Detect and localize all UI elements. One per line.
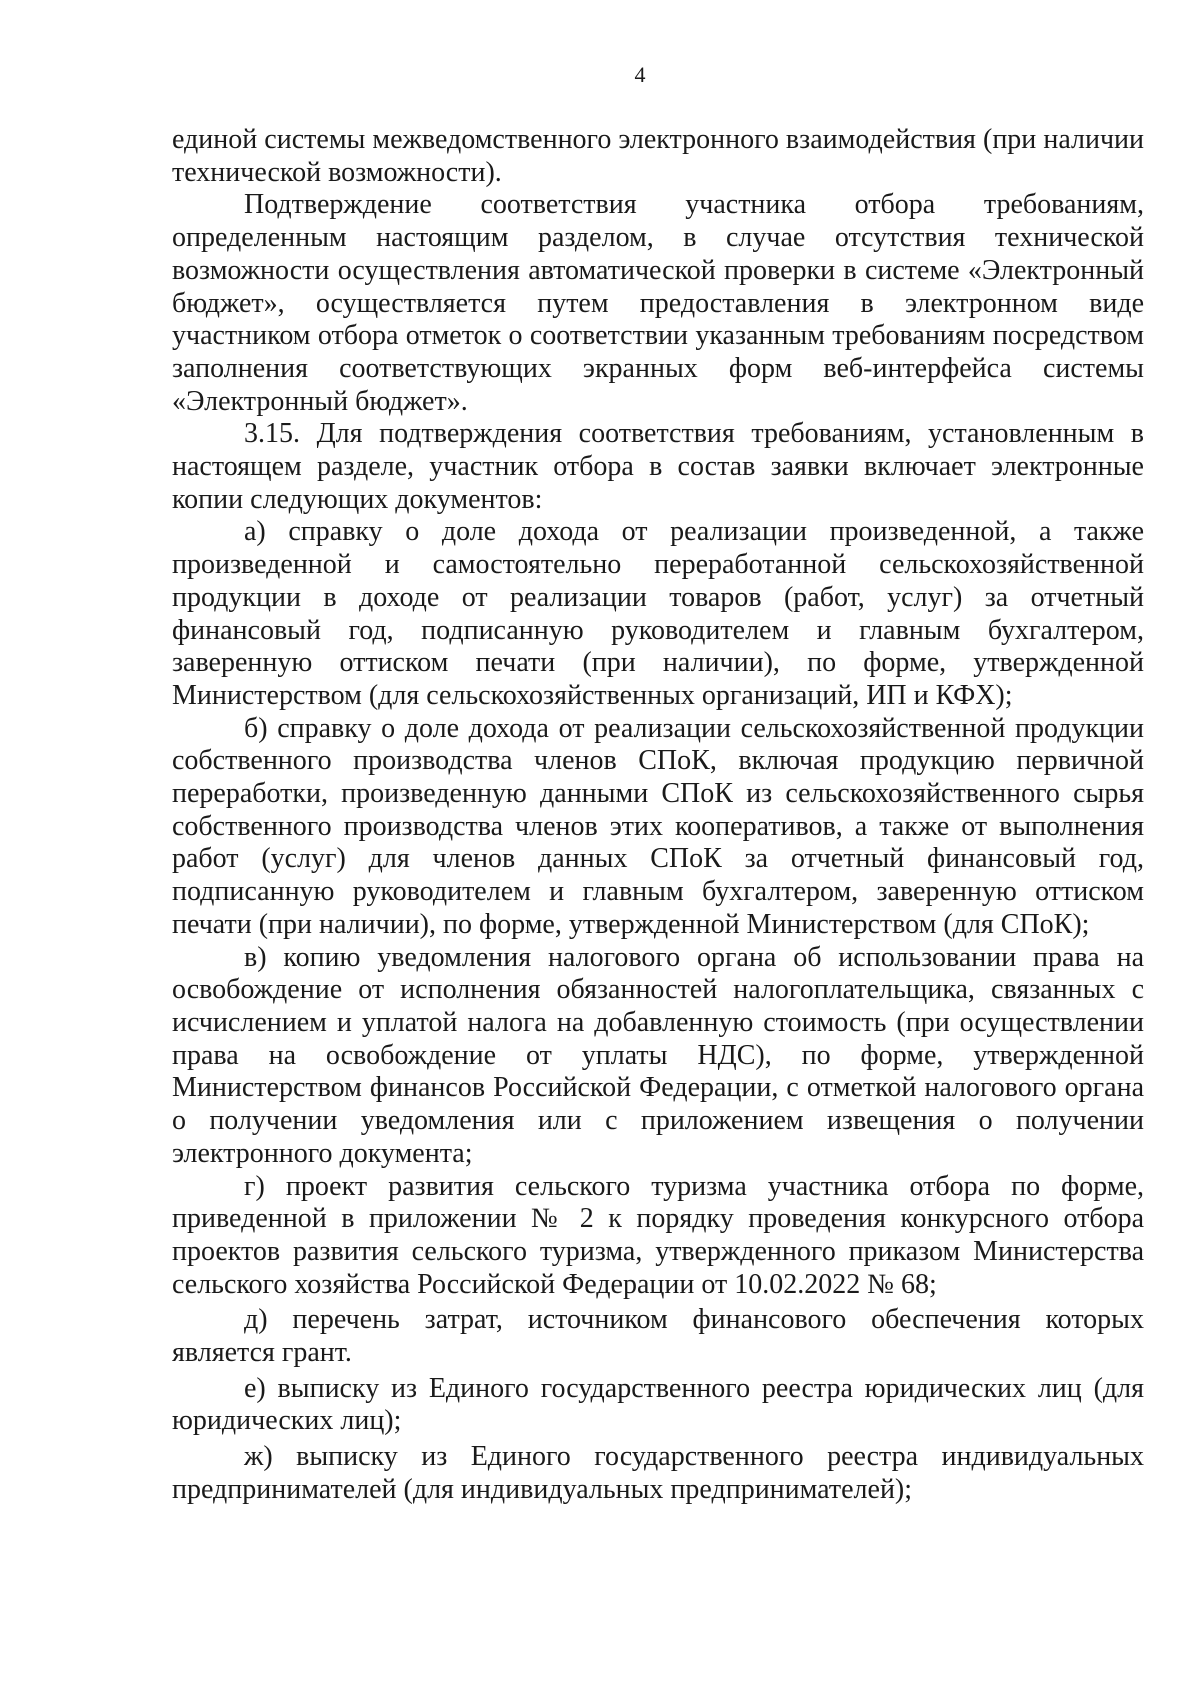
list-item-b: б) справку о доле дохода от реализации сельскохозяйственной продукции собственного производства членов СПоК, включая продукцию первичной переработки, произведенную данными СПоК из сельскохозяйственного сырья собственного производства членов этих кооперативов, а также от выполнения работ (услуг) для членов данных СПоК за отчетный финансовый год, подписанную руководителем и главным бухгалтером, заверенную оттиском печати (при наличии), по форме, утвержденной Министерством (для СПоК);	[172, 712, 1144, 940]
paragraph-confirmation: Подтверждение соответствия участника отбора требованиям, определенным настоящим разделом, в случае отсутствия технической возможности осуществления автоматической проверки в системе «Электронный бюджет», осуществляется путем предоставления в электронном виде участником отбора отметок о соответствии указанным требованиям посредством заполнения соответствующих экранных форм веб-интерфейса системы «Электронный бюджет».	[172, 189, 1144, 417]
paragraph-continuation: единой системы межведомственного электронного взаимодействия (при наличии технической возможности).	[172, 124, 1144, 188]
paragraph-clause-3-15: 3.15. Для подтверждения соответствия требованиям, установленным в настоящем разделе, участник отбора в состав заявки включает электронные копии следующих документов:	[172, 418, 1144, 515]
document-body	[172, 124, 1144, 1507]
list-item-e: е) выписку из Единого государственного реестра юридических лиц (для юридических лиц);	[172, 1372, 1144, 1437]
list-item-a: а) справку о доле дохода от реализации произведенной, а также произведенной и самостоятельно переработанной сельскохозяйственной продукции в доходе от реализации товаров (работ, услуг) за отчетный финансовый год, подписанную руководителем и главным бухгалтером, заверенную оттиском печати (при наличии), по форме, утвержденной Министерством (для сельскохозяйственных организаций, ИП и КФХ);	[172, 516, 1144, 711]
list-item-zh: ж) выписку из Единого государственного реестра индивидуальных предпринимателей (для индивидуальных предпринимателей);	[172, 1441, 1144, 1505]
list-item-g: г) проект развития сельского туризма участника отбора по форме, приведенной в приложении № 2 к порядку проведения конкурсного отбора проектов развития сельского туризма, утвержденного приказом Министерства сельского хозяйства Российской Федерации от 10.02.2022 № 68;	[172, 1170, 1144, 1300]
list-item-v: в) копию уведомления налогового органа об использовании права на освобождение от исполнения обязанностей налогоплательщика, связанных с исчислением и уплатой налога на добавленную стоимость (при осуществлении права на освобождение от уплаты НДС), по форме, утвержденной Министерством финансов Российской Федерации, с отметкой налогового органа о получении уведомления или с приложением извещения о получении электронного документа;	[172, 941, 1144, 1169]
list-item-d: д) перечень затрат, источником финансового обеспечения которых является грант.	[172, 1304, 1144, 1369]
page-number: 4	[634, 62, 646, 87]
